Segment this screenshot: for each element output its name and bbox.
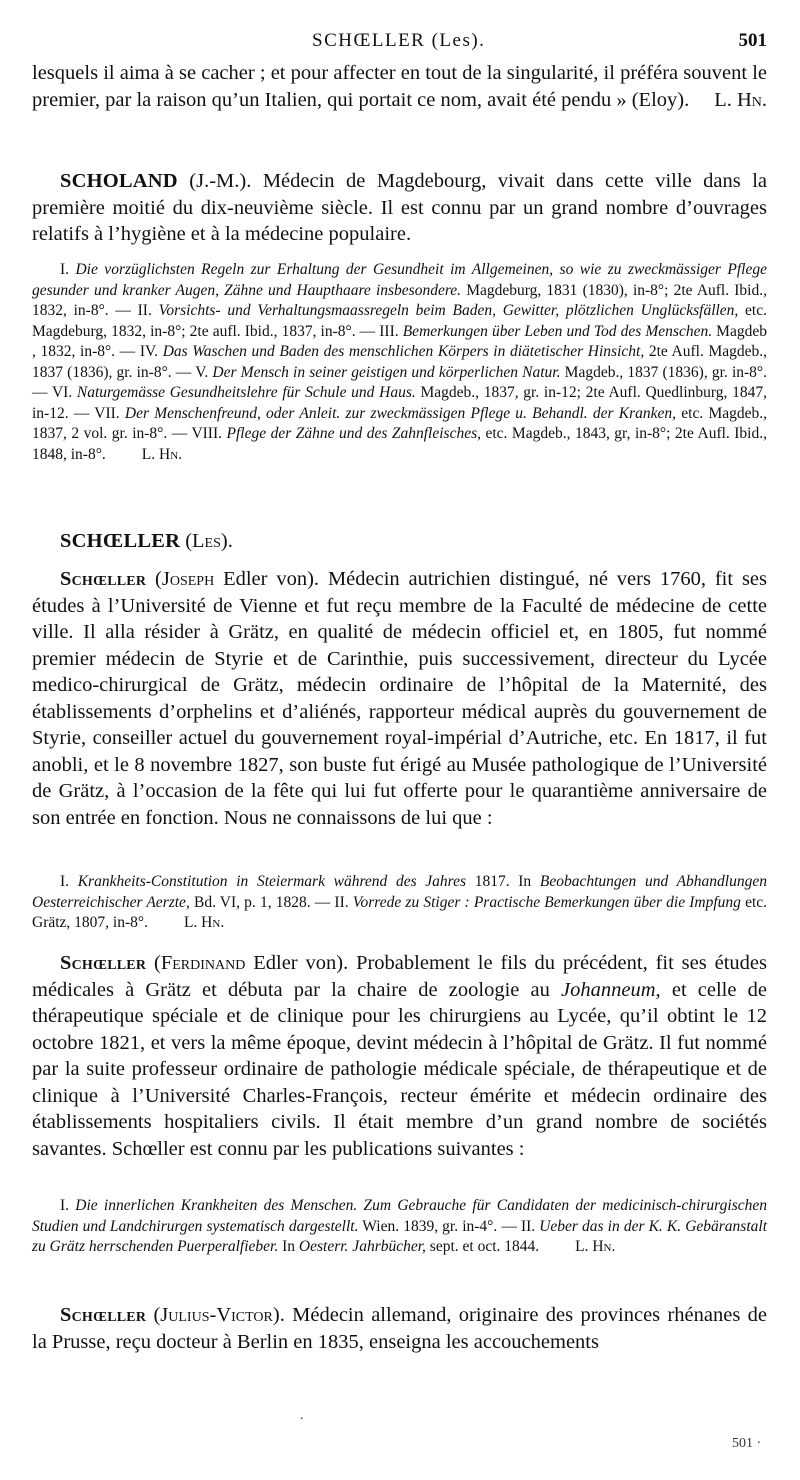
family-name: SCHŒLLER [60, 530, 181, 552]
bib-title: Die innerlichen Krankheiten des Menschen. Zum Gebrauche für Candidaten der medicinisch-chirurgischen Studien und Landchirurgen systematisch dargestellt. [32, 1197, 767, 1235]
family-suffix: (Les). [180, 530, 233, 552]
scholand-initials: (J.-M.). [177, 170, 252, 192]
julius-text: Médecin allemand, originaire des provinces rhénanes de la Prusse, reçu docteur à Berlin en 1835, enseigna les accouchements [32, 1304, 768, 1353]
julius-given-name: (Julius-Victor). [146, 1304, 285, 1326]
julius-entry [32, 1302, 767, 1355]
bib-details: etc. Magdeburg, 1832, in-8°; 2te aufl. Ibid., 1837, in-8°. — [32, 302, 767, 340]
bib-number: VII. [94, 404, 125, 422]
running-title: SCHŒLLER (Les). [312, 30, 486, 51]
bib-number: II. [137, 302, 159, 319]
bib-details: Bd. VI, p. 1, 1828. — [189, 893, 335, 911]
bib-title: Das Waschen und Baden des menschlichen Körpers in diätetischer Hinsicht, [162, 343, 645, 360]
bib-details: Magdeb , 1832, in-8°. — [32, 322, 767, 360]
eloy-paragraph [32, 60, 767, 113]
ferdinand-signature: L. Hn. [575, 1238, 616, 1255]
bib-title: Krankheits-Constitution in Steiermark während des Jahres [77, 873, 467, 890]
ferdinand-given-name: (Ferdinand [146, 952, 246, 974]
joseph-bibliography [32, 872, 767, 934]
bib-number: II. [520, 1217, 540, 1235]
bib-number: I. [60, 1197, 76, 1214]
bib-details: Wien. 1839, gr. in-4°. — [358, 1217, 521, 1235]
bib-title: Die vorzüglichsten Regeln zur Erhaltung der Gesundheit im Allgemeinen, so wie zu zweckmässiger Pflege gesunder und kranker Augen, Zähne und Haupthaare insbesondere. [32, 261, 767, 299]
bib-title: Vorsichts- und Verhaltungsmaassregeln beim Baden, Gewitter, plötzlichen Unglücksfällen, [158, 302, 739, 319]
bib-details: etc. Magdeb., 1837, 2 vol. gr. in-8°. — [32, 404, 767, 442]
bib-item [299, 1238, 539, 1255]
bib-number: VI. [51, 384, 77, 401]
bib-title: Der Menschenfreund, oder Anleit. zur zweckmässigen Pflege u. Behandl. der Kranken, [124, 404, 677, 422]
scholand-bibliography [32, 260, 767, 465]
bib-details: sept. et oct. 1844. [425, 1238, 540, 1255]
bib-number: V. [195, 363, 213, 381]
scholand-text: Médecin de Magdebourg, vivait dans cette ville dans la première moitié du dix-neuvième siècle. Il est connu par un grand nombre d’ouvrages relatifs à l’hygiène et à la médecine populaire. [32, 170, 767, 245]
bib-title: Oesterr. Jahrbücher, [298, 1238, 426, 1255]
joseph-given-name: (Joseph [146, 568, 215, 590]
bib-details: Magdeb., 1837, gr. in-12; 2te Aufl. Quedlinburg, 1847, in-12. — [32, 384, 767, 422]
bib-details: etc. Grätz, 1807, in-8°. [32, 893, 768, 931]
ferdinand-text-b: et celle de thérapeutique spéciale et de clinique pour les chirurgiens au Lycée, qu’il obtint le 12 octobre 1821, et vers la même époque, devint médecin à l’hôpital de Grätz. Il fut nommé par la suite professeur ordinaire de pathologie médicale spéciale, de thérapeutique et de clinique à l’Université Charles-François, recteur émérite et médecin ordinaire des établissements hospitaliers civils. Il était membre d’un grand nombre de sociétés savantes. Schœller est connu par les publications suivantes : [32, 978, 767, 1160]
bib-title: Naturgemässe Gesundheitslehre für Schule und Haus. [76, 384, 416, 401]
ferdinand-title: Edler von). [245, 952, 349, 974]
bib-details: 1817. In [466, 873, 540, 890]
julius-surname: Schœller [60, 1304, 147, 1326]
ferdinand-entry [32, 950, 767, 1162]
ferdinand-bibliography [32, 1196, 767, 1258]
footer-mark-left: . [300, 1408, 304, 1423]
eloy-text: lesquels il aima à se cacher ; et pour affecter en tout de la singularité, il préféra souvent le premier, par la raison qu’un Italien, qui portait ce nom, avait été pendu » (Eloy). [32, 62, 767, 111]
bib-number: II. [334, 893, 353, 911]
joseph-title: Edler von). [214, 568, 320, 590]
footer-mark-right: 501 · [732, 1436, 762, 1451]
joseph-surname: Schœller [60, 568, 147, 590]
ferdinand-text-a: Probablement le fils du précédent, fit ses études médicales à Grätz et débuta par la chaire de zoologie au [32, 952, 767, 1001]
bib-title: Pflege der Zähne und des Zahnfleisches, [226, 425, 481, 442]
bib-details: Magdeburg, 1831 (1830), in-8°; 2te Aufl. Ibid., 1832, in-8°. — [32, 281, 767, 319]
bib-number: I. [60, 261, 76, 278]
joseph-entry [32, 566, 767, 831]
bib-title: Beobachtungen und Abhandlungen Oesterreichischer Aerzte, [32, 873, 767, 911]
bib-title: Der Mensch in seiner geistigen und körperlichen Natur. [212, 363, 561, 381]
bib-title: Ueber das in der K. K. Gebäranstalt zu Grätz herrschenden Puerperalfieber. [32, 1217, 768, 1255]
bib-details: Magdeb., 1837 (1836), gr. in-8°. — [32, 363, 767, 401]
bib-title: Vorrede zu Stiger : Practische Bemerkungen über die Impfung [352, 893, 741, 911]
bib-details: In [278, 1238, 299, 1255]
scholand-entry [32, 168, 767, 248]
bib-number: IV. [139, 343, 163, 360]
page-number: 501 [738, 30, 767, 51]
bib-item [60, 873, 540, 890]
ferdinand-italic: Johanneum, [561, 978, 661, 1001]
bib-number: III. [379, 322, 403, 340]
bib-details: 2te Aufl. Magdeb., 1837 (1836), gr. in-8°. — [32, 343, 768, 381]
scholand-signature: L. Hn. [141, 445, 183, 463]
page-header [32, 30, 767, 54]
bib-number: I. [60, 873, 78, 890]
joseph-text: Médecin autrichien distingué, né vers 1760, fit ses études à l’Université de Vienne et fut reçu membre de la Faculté de médecine de cette ville. Il alla résider à Grätz, en qualité de médecin officiel et, en 1805, fut nommé premier médecin de Styrie et de Carinthie, puis successivement, directeur du Lycée medico-chirurgical de Grätz, médecin ordinaire de l’hôpital de la Maternité, des établissements d’orphelins et d’aliénés, rapporteur médical auprès du gouvernement de Styrie, conseiller actuel du gouvernement royal-impérial d’Autriche, etc. En 1817, il fut anobli, et le 8 novembre 1827, son buste fut érigé au Musée pathologique de l’Université de Grätz, à l’occasion de la fête qui lui fut offerte pour le quarantième anniversaire de son entrée en fonction. Nous ne connaissons de lui que : [32, 568, 767, 829]
scholand-name: SCHOLAND [60, 170, 178, 192]
bib-number: VIII. [191, 425, 227, 442]
eloy-signature: L. Hn. [714, 88, 767, 111]
family-heading [32, 528, 767, 555]
bib-title: Bemerkungen über Leben und Tod des Menschen. [402, 322, 713, 340]
joseph-signature: L. Hn. [183, 914, 225, 931]
ferdinand-surname: Schœller [60, 952, 147, 974]
bib-details: etc. Magdeb., 1843, gr, in-8°; 2te Aufl. Ibid., 1848, in-8°. [32, 425, 767, 463]
